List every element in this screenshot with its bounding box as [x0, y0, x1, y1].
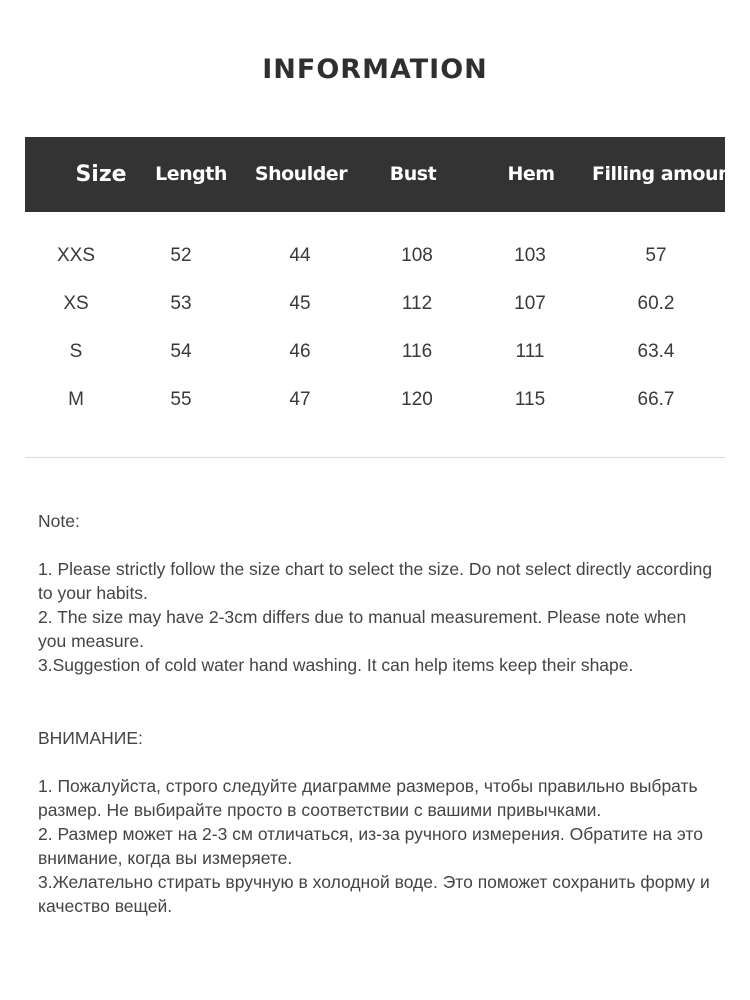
table-cell-filling: 57: [645, 245, 667, 266]
table-header: [25, 137, 740, 212]
table-cell-hem: 103: [514, 245, 546, 266]
table-cell-bust: 120: [401, 389, 433, 410]
header-hem: Hem: [507, 163, 555, 185]
table-cell-shoulder: 45: [289, 293, 311, 314]
note-item: 1. Пожалуйста, строго следуйте диаграмме размеров, чтобы правильно выбрать размер. Не выбирайте просто в соответствии с вашими привычками.: [38, 776, 698, 820]
table-cell-length: 54: [170, 341, 192, 362]
table-cell-shoulder: 44: [289, 245, 311, 266]
note-item: 3.Желательно стирать вручную в холодной воде. Это поможет сохранить форму и качество вещей.: [38, 872, 710, 916]
header-shoulder: Shoulder: [254, 163, 348, 185]
table-cell-filling: 63.4: [637, 341, 675, 362]
table-cell-bust: 116: [401, 341, 433, 362]
table-row: [0, 385, 750, 415]
table-row: [0, 241, 750, 271]
note-item: 1. Please strictly follow the size chart to select the size. Do not select directly according to your habits.: [38, 559, 713, 603]
table-cell-bust: 108: [401, 245, 433, 266]
header-size: Size: [75, 162, 127, 187]
note-item: 3.Suggestion of cold water hand washing. It can help items keep their shape.: [38, 655, 634, 675]
note-item: 2. Размер может на 2-3 см отличаться, из-за ручного измерения. Обратите на это внимание, когда вы измеряете.: [38, 824, 703, 868]
section-divider: [25, 457, 725, 458]
table-cell-hem: 115: [514, 389, 546, 410]
note-item: 2. The size may have 2-3cm differs due to manual measurement. Please note when you measure.: [38, 607, 687, 651]
table-cell-hem: 111: [515, 341, 545, 362]
table-cell-length: 53: [170, 293, 192, 314]
table-cell-bust: 112: [401, 293, 433, 314]
table-row: [0, 337, 750, 367]
table-cell-size: M: [68, 389, 84, 410]
table-cell-size: XS: [63, 293, 89, 314]
table-row: [0, 289, 750, 319]
table-cell-hem: 107: [514, 293, 546, 314]
note-russian: [38, 726, 718, 918]
header-filling-amount: Filling amount: [592, 163, 740, 185]
table-cell-filling: 66.7: [637, 389, 675, 410]
table-cell-length: 55: [170, 389, 192, 410]
header-bust: Bust: [389, 163, 437, 185]
table-cell-size: S: [69, 341, 83, 362]
table-cell-shoulder: 47: [289, 389, 311, 410]
table-cell-length: 52: [170, 245, 192, 266]
table-cell-size: XXS: [56, 245, 96, 266]
note-heading: ВНИМАНИЕ:: [38, 728, 143, 748]
header-length: Length: [155, 163, 227, 185]
note-english: [38, 509, 718, 677]
page-title: INFORMATION: [262, 54, 488, 85]
note-heading: Note:: [38, 511, 80, 531]
table-cell-shoulder: 46: [289, 341, 311, 362]
table-cell-filling: 60.2: [637, 293, 675, 314]
